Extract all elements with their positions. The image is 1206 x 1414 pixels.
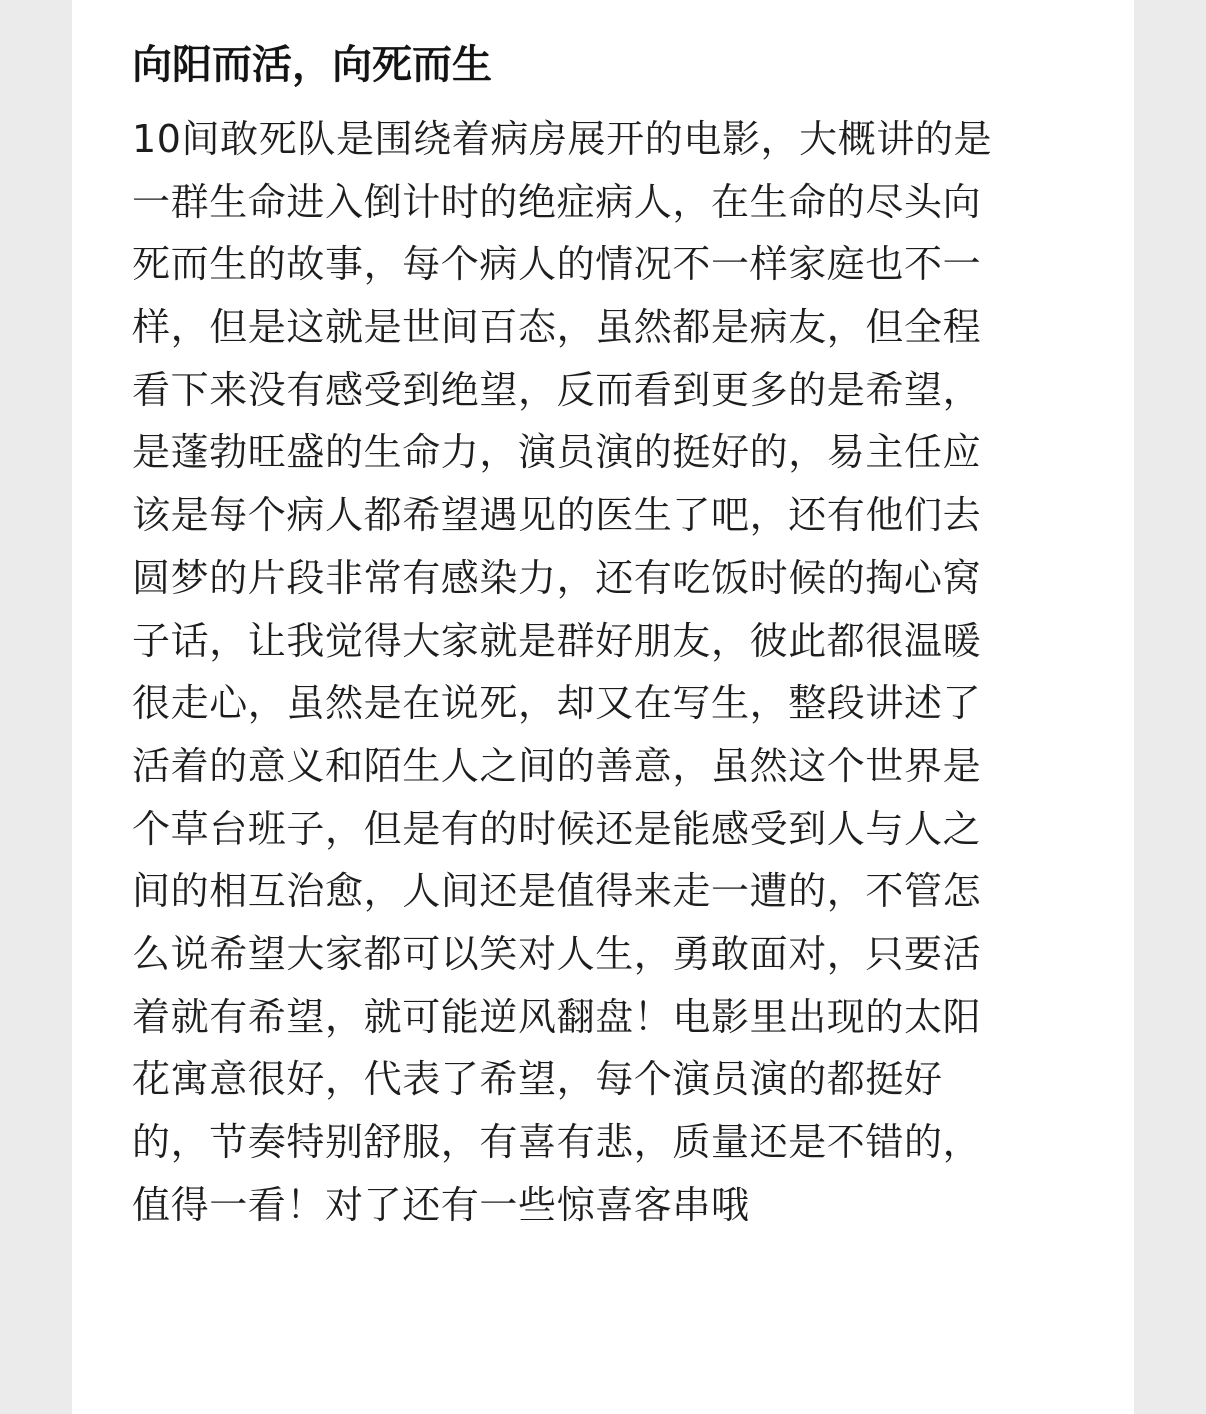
body-line: 的，节奏特别舒服，有喜有悲，质量还是不错的， — [132, 1120, 982, 1164]
body-line: 着就有希望，就可能逆风翻盘！电影里出现的太阳 — [132, 994, 982, 1039]
body-line: 很走心，虽然是在说死，却又在写生，整段讲述了 — [132, 681, 982, 726]
body-line: 样，但是这就是世间百态，虽然都是病友，但全程 — [132, 305, 982, 350]
body-line: 花寓意很好，代表了希望，每个演员演的都挺好 — [132, 1057, 943, 1102]
body-line: 么说希望大家都可以笑对人生，勇敢面对，只要活 — [132, 931, 982, 976]
body-line: 圆梦的片段非常有感染力，还有吃饭时候的掏心窝 — [132, 555, 982, 600]
body-line: 子话，让我觉得大家就是群好朋友，彼此都很温暖 — [132, 618, 982, 663]
article-title: 向阳而活，向死而生 — [132, 42, 492, 88]
body-line: 一群生命进入倒计时的绝症病人，在生命的尽头向 — [132, 179, 982, 224]
body-line: 看下来没有感受到绝望，反而看到更多的是希望， — [132, 367, 982, 412]
body-line: 活着的意义和陌生人之间的善意，虽然这个世界是 — [132, 743, 982, 788]
body-line: 是蓬勃旺盛的生命力，演员演的挺好的，易主任应 — [132, 430, 982, 475]
article-body — [132, 108, 1072, 1236]
body-line: 死而生的故事，每个病人的情况不一样家庭也不一 — [132, 242, 982, 287]
body-line: 该是每个病人都希望遇见的医生了吧，还有他们去 — [132, 493, 982, 538]
body-line: 间的相互治愈，人间还是值得来走一遭的，不管怎 — [132, 869, 982, 914]
body-line: 10间敢死队是围绕着病房展开的电影，大概讲的是 — [132, 117, 993, 161]
body-line: 值得一看！对了还有一些惊喜客串哦 — [132, 1182, 750, 1227]
document-page — [72, 0, 1134, 1414]
article — [132, 30, 1072, 1236]
body-line: 个草台班子，但是有的时候还是能感受到人与人之 — [132, 806, 982, 851]
